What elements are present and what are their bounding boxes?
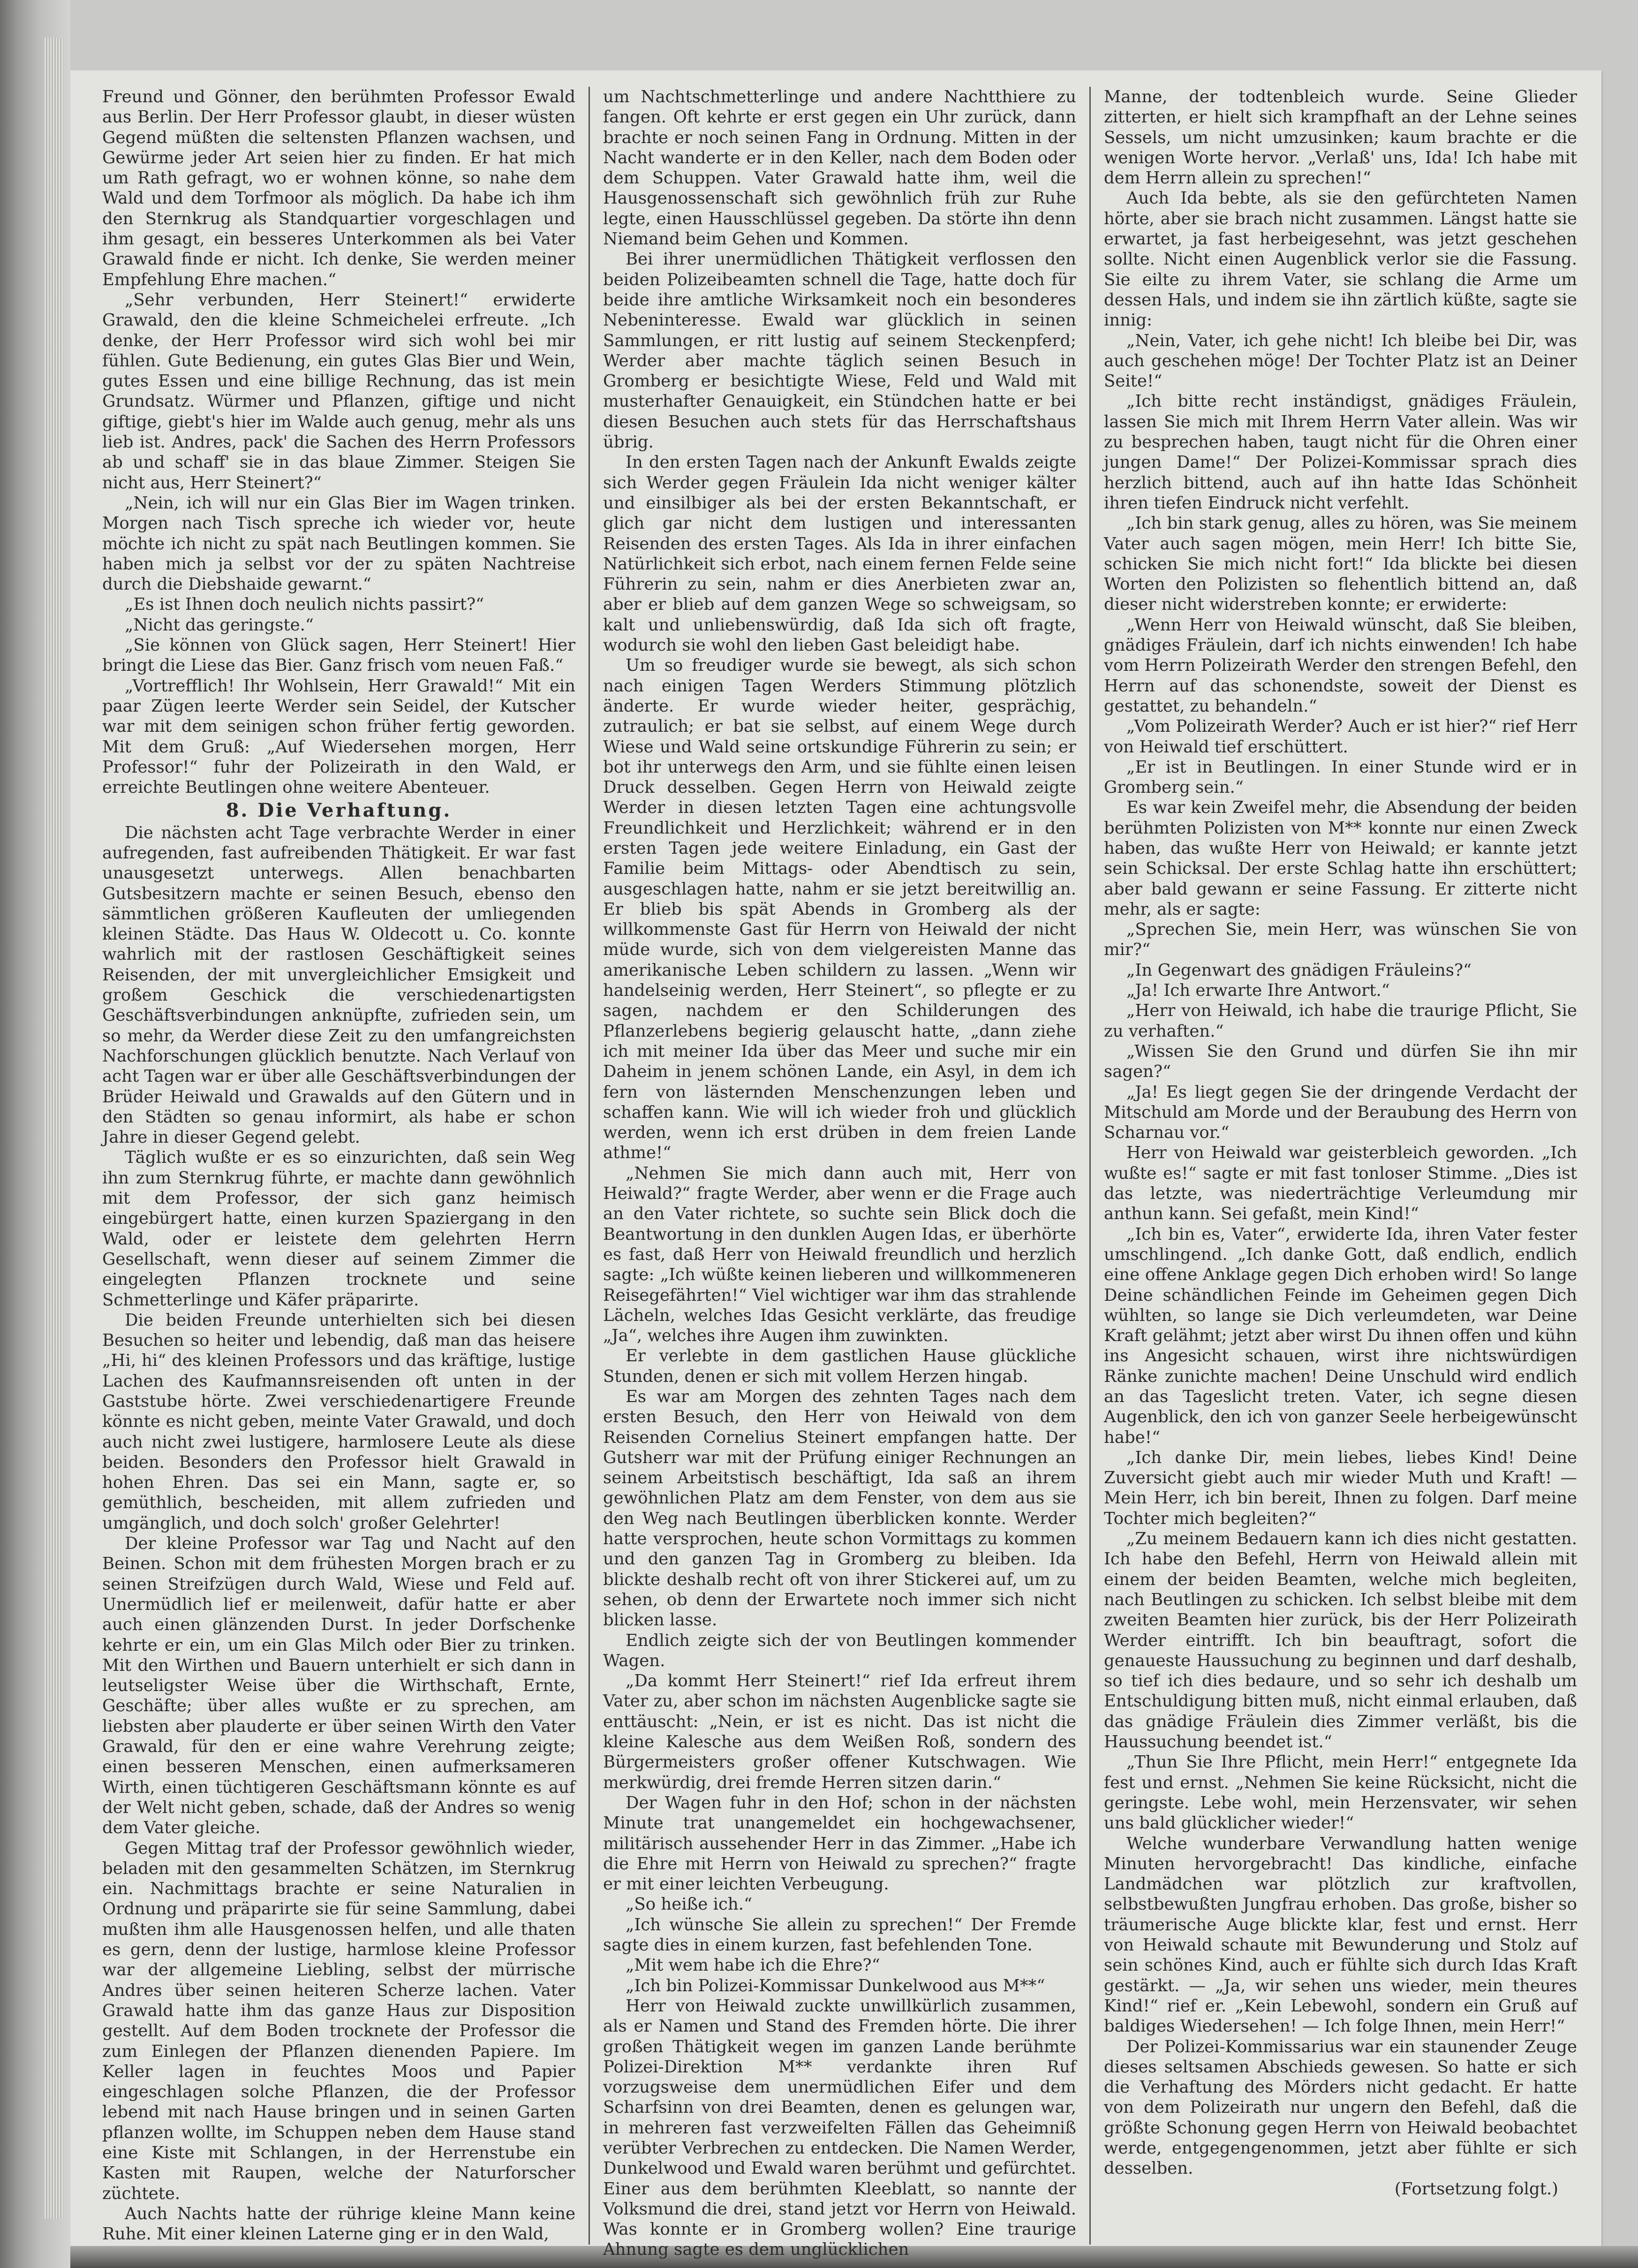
paragraph: „Zu meinem Bedauern kann ich dies nicht gestatten. Ich habe den Befehl, Herrn von Heiwald allein mit einem der beiden Beamten, welche mich begleiten, nach Beutlingen zu schicken. Ich selbst bleibe mit dem zweiten Beamten hier zurück, bis der Herr Polizeirath Werder eintrifft. Ich bin beauftragt, sofort die genaueste Haussuchung zu beginnen und darf deshalb, so tief ich dies bedaure, und so sehr ich deshalb um Entschuldigung bitten muß, nicht einmal erlauben, daß das gnädige Fräulein dies Zimmer verläßt, bis die Haussuchung beendet ist.“ (1104, 1529, 1577, 1752)
page-edge-stack (45, 38, 63, 2219)
column-2 (595, 87, 1085, 2260)
continuation-note: (Fortsetzung folgt.) (1394, 2179, 1558, 2199)
paragraph: „Thun Sie Ihre Pflicht, mein Herr!“ entgegnete Ida fest und ernst. „Nehmen Sie keine Rücksicht, nicht die geringste. Lebe wohl, mein Herzensvater, wir sehen uns bald glücklicher wieder!“ (1104, 1752, 1577, 1833)
paragraph: Der Polizei-Kommissarius war ein staunender Zeuge dieses seltsamen Abschieds gewesen. So hatte er sich die Verhaftung des Mörders nicht gedacht. Er hatte von dem Polizeirath nur ungern den Befehl, daß die größte Schonung gegen Herrn von Heiwald beobachtet werde, entgegengenommen, jetzt aber fühlte er sich desselben. (1104, 2037, 1577, 2178)
paragraph: Die beiden Freunde unterhielten sich bei diesen Besuchen so heiter und lebendig, daß man das heisere „Hi, hi“ des kleinen Professors und das kräftige, lustige Lachen des Kaufmannsreisenden oft unten in der Gaststube hörte. Zwei verschiedenartigere Freunde könnte es nicht geben, meinte Vater Grawald, und doch auch nicht zwei lustigere, harmlosere Leute als diese beiden. Besonders den Professor hielt Grawald in hohen Ehren. Das sei ein Mann, sagte er, so gemüthlich, bescheiden, mit allem zufrieden und umgänglich, und doch solch' großer Gelehrter! (102, 1310, 575, 1533)
paragraph: „Vortrefflich! Ihr Wohlsein, Herr Grawald!“ Mit ein paar Zügen leerte Werder sein Seidel, der Kutscher war mit dem seinigen schon früher fertig geworden. Mit dem Gruß: „Auf Wiedersehen morgen, Herr Professor!“ fuhr der Polizeirath in den Wald, er erreichte Beutlingen ohne weitere Abenteuer. (102, 676, 575, 797)
paragraph: Es war kein Zweifel mehr, die Absendung der beiden berühmten Polizisten von M** konnte nur einen Zweck haben, das wußte Herr von Heiwald; er kannte jetzt sein Schicksal. Der erste Schlag hatte ihn erschüttert; aber bald gewann er seine Fassung. Er zitterte nicht mehr, als er sagte: (1104, 798, 1577, 919)
paragraph: „Da kommt Herr Steinert!“ rief Ida erfreut ihrem Vater zu, aber schon im nächsten Augenblicke sagte sie enttäuscht: „Nein, er ist es nicht. Das ist nicht die kleine Kalesche aus dem Weißen Roß, sondern des Bürgermeisters großer offener Kutschwagen. Wie merkwürdig, drei fremde Herren sitzen darin.“ (603, 1671, 1076, 1792)
paragraph: „Sehr verbunden, Herr Steinert!“ erwiderte Grawald, den die kleine Schmeichelei erfreute. „Ich denke, der Herr Professor wird sich wohl bei mir fühlen. Gute Bedienung, ein gutes Glas Bier und Wein, gutes Essen und eine billige Rechnung, das ist mein Grundsatz. Würmer und Pflanzen, giftige und nicht giftige, giebt's hier im Walde auch genug, mehr als uns lieb ist. Andres, pack' die Sachen des Herrn Professors ab und schaff' sie in das blaue Zimmer. Steigen Sie nicht aus, Herr Steinert?“ (102, 290, 575, 493)
paragraph: „Nein, Vater, ich gehe nicht! Ich bleibe bei Dir, was auch geschehen möge! Der Tochter Platz ist an Deiner Seite!“ (1104, 331, 1577, 391)
paragraph: Gegen Mittag traf der Professor gewöhnlich wieder, beladen mit den gesammelten Schätzen, im Sternkrug ein. Nachmittags brachte er seine Naturalien in Ordnung und präparirte sie für seine Sammlung, dabei mußten ihm alle Hausgenossen helfen, und alle thaten es gern, denn der lustige, harmlose kleine Professor war der allgemeine Liebling, selbst der mürrische Andres über seinen heiteren Scherze lachen. Vater Grawald hatte ihm das ganze Haus zur Disposition gestellt. Auf dem Boden trocknete der Professor die zum Einlegen der Pflanzen dienenden Papiere. Im Keller lagen in feuchtes Moos und Papier eingeschlagen solche Pflanzen, die der Professor lebend mit nach Hause bringen und in seinen Garten pflanzen wollte, im Schuppen neben dem Hause stand eine Kiste mit Schlangen, in der Herrenstube ein Kasten mit Raupen, welche der Naturforscher züchtete. (102, 1838, 575, 2203)
chapter-heading: 8. Die Verhaftung. (226, 799, 452, 822)
paragraph: „Ich bitte recht inständigst, gnädiges Fräulein, lassen Sie mich mit Ihrem Herrn Vater allein. Was wir zu besprechen haben, taugt nicht für die Ohren einer jungen Dame!“ Der Polizei-Kommissar sprach dies herzlich bittend, auch auf ihn hatte Idas Schönheit ihren tiefen Eindruck nicht verfehlt. (1104, 392, 1577, 513)
paragraph: Bei ihrer unermüdlichen Thätigkeit verflossen den beiden Polizeibeamten schnell die Tage, hatte doch für beide ihre amtliche Wirksamkeit noch ein besonderes Nebeninteresse. Ewald war glücklich in seinen Sammlungen, er ritt lustig auf seinem Steckenpferd; Werder aber machte täglich seinen Besuch in Gromberg er besichtigte Wiese, Feld und Wald mit musterhafter Genauigkeit, ein Stündchen hatte er bei diesen Besuchen auch stets für das Herrschaftshaus übrig. (603, 250, 1076, 452)
paragraph: Endlich zeigte sich der von Beutlingen kommender Wagen. (603, 1631, 1076, 1670)
paragraph: Auch Ida bebte, als sie den gefürchteten Namen hörte, aber sie brach nicht zusammen. Längst hatte sie erwartet, ja fast herbeigesehnt, was jetzt geschehen sollte. Nicht einen Augenblick verlor sie die Fassung. Sie eilte zu ihrem Vater, sie schlang die Arme um dessen Hals, und indem sie ihn zärtlich küßte, sagte sie innig: (1104, 189, 1577, 330)
paragraph: Es war am Morgen des zehnten Tages nach dem ersten Besuch, den Herr von Heiwald von dem Reisenden Cornelius Steinert empfangen hatte. Der Gutsherr war mit der Prüfung einiger Rechnungen an seinem Arbeitstisch beschäftigt, Ida saß an ihrem gewöhnlichen Platz am dem Fenster, von dem aus sie den Weg nach Beutlingen überblicken konnte. Werder hatte versprochen, heute schon Vormittags zu kommen und den ganzen Tag in Gromberg zu bleiben. Ida blickte deshalb recht oft von ihrer Stickerei auf, um zu sehen, ob denn der Erwartete noch immer sich nicht blicken lasse. (603, 1387, 1076, 1630)
paragraph: „Nehmen Sie mich dann auch mit, Herr von Heiwald?“ fragte Werder, aber wenn er die Frage auch an den Vater richtete, so suchte sein Blick doch die Beantwortung in den dunklen Augen Idas, er überhörte es fast, daß Herr von Heiwald freundlich und herzlich sagte: „Ich wüßte keinen lieberen und willkommeneren Reisegefährten!“ Viel wichtiger war ihm das strahlende Lächeln, welches Idas Gesicht verklärte, das freudige „Ja“, welches ihre Augen ihm zuwinkten. (603, 1163, 1076, 1346)
paragraph: „In Gegenwart des gnädigen Fräuleins?“ (1126, 960, 1472, 980)
paragraph: „Er ist in Beutlingen. In einer Stunde wird er in Gromberg sein.“ (1104, 757, 1577, 797)
paragraph: Der Wagen fuhr in den Hof; schon in der nächsten Minute trat unangemeldet ein hochgewachsener, militärisch aussehender Herr in das Zimmer. „Habe ich die Ehre mit Herrn von Heiwald zu sprechen?“ fragte er mit einer leichten Verbeugung. (603, 1793, 1076, 1894)
paragraph: Um so freudiger wurde sie bewegt, als sich schon nach einigen Tagen Werders Stimmung plötzlich änderte. Er wurde wieder heiter, gesprächig, zutraulich; er bat sie selbst, auf einem Wege durch Wiese und Wald seine ortskundige Führerin zu sein; er bot ihr unterwegs den Arm, und sie fühlte einen leisen Druck desselben. Gegen Herrn von Heiwald zeigte Werder in diesen letzten Tagen eine achtungsvolle Freundlichkeit und Herzlichkeit; während er in den ersten Tagen jede weitere Einladung, ein Gast der Familie beim Mittags- oder Abendtisch zu sein, ausgeschlagen hatte, nahm er sie jetzt bereitwillig an. Er blieb bis spät Abends in Gromberg als der willkommenste Gast für Herrn von Heiwald der nicht müde wurde, sich von dem vielgereisten Manne das amerikanische Leben schildern zu lassen. „Wenn wir handelseinig werden, Herr Steinert“, so pflegte er zu sagen, nachdem er den Schilderungen des Pflanzerlebens begierig gelauscht hatte, „dann ziehe ich mit meiner Ida über das Meer und suche mir ein Daheim in jenem schönen Lande, ein Asyl, in dem ich fern von lästernden Menschenzungen leben und schaffen kann. Wie will ich wieder froh und glücklich werden, wenn ich erst drüben in dem freien Lande athme!“ (603, 656, 1076, 1163)
paragraph: „Mit wem habe ich die Ehre?“ (626, 1956, 880, 1975)
paragraph: „Ich bin es, Vater“, erwiderte Ida, ihren Vater fester umschlingend. „Ich danke Gott, daß endlich, endlich eine offene Anklage gegen Dich erhoben wird! So lange Deine schändlichen Feinde im Geheimen gegen Dich wühlten, so lange sie Dich verleumdeten, war Deine Kraft gelähmt; jetzt aber wirst Du ihnen offen und kühn ins Angesicht schauen, wirst ihre nichtswürdigen Ränke zunichte machen! Deine Unschuld wird endlich an das Tageslicht treten. Vater, ich segne diesen Augenblick, den ich von ganzer Seele herbeigewünscht habe!“ (1104, 1224, 1577, 1447)
paragraph: Freund und Gönner, den berühmten Professor Ewald aus Berlin. Der Herr Professor glaubt, in dieser wüsten Gegend müßten die seltensten Pflanzen wachsen, und Gewürme jeder Art seien hier zu finden. Er hat mich um Rath gefragt, wo er wohnen könne, so nahe dem Wald und dem Torfmoor als möglich. Da habe ich ihm den Sternkrug als Standquartier vorgeschlagen und ihm gesagt, ein besseres Unterkommen als bei Vater Grawald finde er nicht. Ich denke, Sie werden meiner Empfehlung Ehre machen.“ (102, 87, 575, 289)
paragraph: Manne, der todtenbleich wurde. Seine Glieder zitterten, er hielt sich krampfhaft an der Lehne seines Sessels, um nicht umzusinken; kaum brachte er die wenigen Worte hervor. „Verlaß' uns, Ida! Ich habe mit dem Herrn allein zu sprechen!“ (1104, 87, 1577, 188)
paragraph: „Wenn Herr von Heiwald wünscht, daß Sie bleiben, gnädiges Fräulein, darf ich nichts einwenden! Ich habe vom Herrn Polizeirath Werder den strengen Befehl, den Herrn auf das schonendste, soweit der Dienst es gestattet, zu behandeln.“ (1104, 615, 1577, 716)
paragraph: „Sie können von Glück sagen, Herr Steinert! Hier bringt die Liese das Bier. Ganz frisch vom neuen Faß.“ (102, 636, 575, 675)
paragraph: „Wissen Sie den Grund und dürfen Sie ihn mir sagen?“ (1104, 1041, 1577, 1082)
column-rule (1089, 87, 1091, 2245)
paragraph: „Sprechen Sie, mein Herr, was wünschen Sie von mir?“ (1104, 920, 1577, 960)
paragraph: „Ja! Es liegt gegen Sie der dringende Verdacht der Mitschuld am Morde und der Beraubung des Herrn von Scharnau vor.“ (1104, 1082, 1577, 1143)
paragraph: „Nicht das geringste.“ (125, 615, 314, 635)
text-columns (94, 87, 1592, 2260)
paragraph: Herr von Heiwald war geisterbleich geworden. „Ich wußte es!“ sagte er mit fast tonloser Stimme. „Dies ist das letzte, was niederträchtige Verleumdung mir anthun kann. Sei gefaßt, mein Kind!“ (1104, 1143, 1577, 1224)
paragraph: „Ich bin stark genug, alles zu hören, was Sie meinem Vater auch sagen mögen, mein Herr! Ich bitte Sie, schicken Sie mich nicht fort!“ Ida blickte bei diesen Worten den Polizisten so flehentlich bittend an, daß dieser nicht widerstreben konnte; er erwiderte: (1104, 514, 1577, 614)
paragraph: „Ja! Ich erwarte Ihre Antwort.“ (1126, 981, 1390, 1001)
paragraph: Der kleine Professor war Tag und Nacht auf den Beinen. Schon mit dem frühesten Morgen brach er zu seinen Streifzügen durch Wald, Wiese und Feld auf. Unermüdlich lief er meilenweit, dafür hatte er aber auch einen glänzenden Durst. In jeder Dorfschenke kehrte er ein, um ein Glas Milch oder Bier zu trinken. Mit den Wirthen und Bauern unterhielt er sich dann in leutseligster Weise über die Wirthschaft, Ernte, Geschäfte; über alles wußte er zu sprechen, am liebsten aber plauderte er über seinen Wirth den Vater Grawald, für den er eine wahre Verehrung zeigte; einen besseren Menschen, einen aufmerksameren Wirth, einen tüchtigeren Geschäftsmann könnte es auf der Welt nicht geben, schade, daß der Andres so wenig dem Vater gleiche. (102, 1534, 575, 1838)
column-rule (589, 87, 590, 2245)
column-1 (94, 87, 584, 2245)
paragraph: „So heiße ich.“ (626, 1895, 753, 1914)
column-3 (1095, 87, 1585, 2245)
paragraph: In den ersten Tagen nach der Ankunft Ewalds zeigte sich Werder gegen Fräulein Ida nicht weniger kälter und einsilbiger als bei der ersten Bekanntschaft, er glich gar nicht dem lustigen und interessanten Reisenden des ersten Tages. Als Ida in ihrer einfachen Natürlichkeit sich erbot, nach einem fernen Felde seine Führerin zu sein, nahm er dies Anerbieten zwar an, aber er blieb auf dem ganzen Wege so schweigsam, so kalt und unliebenswürdig, daß Ida sich oft fragte, wodurch sie wohl den lieben Gast beleidigt habe. (603, 453, 1076, 655)
paragraph: „Es ist Ihnen doch neulich nichts passirt?“ (125, 595, 484, 614)
paragraph: Die nächsten acht Tage verbrachte Werder in einer aufregenden, fast aufreibenden Thätigkeit. Er war fast unausgesetzt unterwegs. Allen benachbarten Gutsbesitzern machte er seinen Besuch, ebenso den sämmtlichen größeren Kaufleuten der umliegenden kleinen Städte. Das Haus W. Oldecott u. Co. konnte wahrlich mit der rastlosen Geschäftigkeit seines Reisenden, der mit unvergleichlicher Emsigkeit und großem Geschick die verschiedenartigsten Geschäftsverbindungen anknüpfte, zufrieden sein, um so mehr, da Werder diese Zeit zu den umfangreichsten Nachforschungen glücklich benutzte. Nach Verlauf von acht Tagen war er über alle Geschäftsverbindungen der Brüder Heiwald und Grawalds auf den Gütern und in den Städten so genau informirt, als habe er schon Jahre in dieser Gegend gelebt. (102, 823, 575, 1147)
paragraph: „Herr von Heiwald, ich habe die traurige Pflicht, Sie zu verhaften.“ (1104, 1001, 1577, 1041)
paragraph: „Ich bin Polizei-Kommissar Dunkelwood aus M**“ (626, 1976, 1045, 1995)
paragraph: Welche wunderbare Verwandlung hatten wenige Minuten hervorgebracht! Das kindliche, einfache Landmädchen war plötzlich zur kraftvollen, selbstbewußten Jungfrau erhoben. Das große, bisher so träumerische Auge blickte klar, fest und ernst. Herr von Heiwald schaute mit Bewunderung und Stolz auf sein schönes Kind, auch er fühlte sich durch Idas Kraft gestärkt. — „Ja, wir sehen uns wieder, mein theures Kind!“ rief er. „Kein Lebewohl, sondern ein Gruß auf baldiges Wiedersehen! — Ich folge Ihnen, mein Herr!“ (1104, 1834, 1577, 2036)
paragraph: „Ich danke Dir, mein liebes, liebes Kind! Deine Zuversicht giebt auch mir wieder Muth und Kraft! — Mein Herr, ich bin bereit, Ihnen zu folgen. Darf meine Tochter mich begleiten?“ (1104, 1448, 1577, 1528)
paragraph: Er verlebte in dem gastlichen Hause glückliche Stunden, denen er sich mit vollem Herzen hingab. (603, 1346, 1076, 1386)
paragraph: „Nein, ich will nur ein Glas Bier im Wagen trinken. Morgen nach Tisch spreche ich wieder vor, heute möchte ich nicht zu spät nach Beutlingen kommen. Sie haben mich ja selbst vor der zu späten Nachtreise durch die Diebshaide gewarnt.“ (102, 493, 575, 594)
paragraph: „Vom Polizeirath Werder? Auch er ist hier?“ rief Herr von Heiwald tief erschüttert. (1104, 717, 1577, 757)
paragraph: um Nachtschmetterlinge und andere Nachtthiere zu fangen. Oft kehrte er erst gegen ein Uhr zurück, dann brachte er noch seinen Fang in Ordnung. Mitten in der Nacht wanderte er in den Keller, nach dem Boden oder dem Schuppen. Vater Grawald hatte ihm, weil die Hausgenossenschaft sich gewöhnlich früh zur Ruhe legte, einen Hausschlüssel gegeben. Da störte ihn denn Niemand beim Gehen und Kommen. (603, 87, 1076, 249)
paragraph: „Ich wünsche Sie allein zu sprechen!“ Der Fremde sagte dies in einem kurzen, fast befehlenden Tone. (603, 1915, 1076, 1955)
paragraph: Herr von Heiwald zuckte unwillkürlich zusammen, als er Namen und Stand des Fremden hörte. Die ihrer großen Thätigkeit wegen im ganzen Lande berühmte Polizei-Direktion M** verdankte ihren Ruf vorzugsweise dem unermüdlichen Eifer und dem Scharfsinn von drei Beamten, denen es gelungen war, in mehreren fast verzweifelten Fällen das Geheimniß verübter Verbrechen zu entdecken. Die Namen Werder, Dunkelwood und Ewald waren berühmt und gefürchtet. Einer aus dem berühmten Kleeblatt, so nannte der Volksmund die drei, stand jetzt vor Herrn von Heiwald. Was konnte er in Gromberg wollen? Eine traurige Ahnung sagte es dem unglücklichen (603, 1996, 1076, 2260)
paragraph: Täglich wußte er es so einzurichten, daß sein Weg ihn zum Sternkrug führte, er machte dann gewöhnlich mit dem Professor, der sich ganz heimisch eingebürgert hatte, einen kurzen Spaziergang in den Wald, oder er leistete dem gelehrten Herrn Gesellschaft, wenn dieser auf seinem Zimmer die eingelegten Pflanzen trocknete und seine Schmetterlinge und Käfer präparirte. (102, 1148, 575, 1310)
paragraph: Auch Nachts hatte der rührige kleine Mann keine Ruhe. Mit einer kleinen Laterne ging er in den Wald, (102, 2204, 575, 2244)
